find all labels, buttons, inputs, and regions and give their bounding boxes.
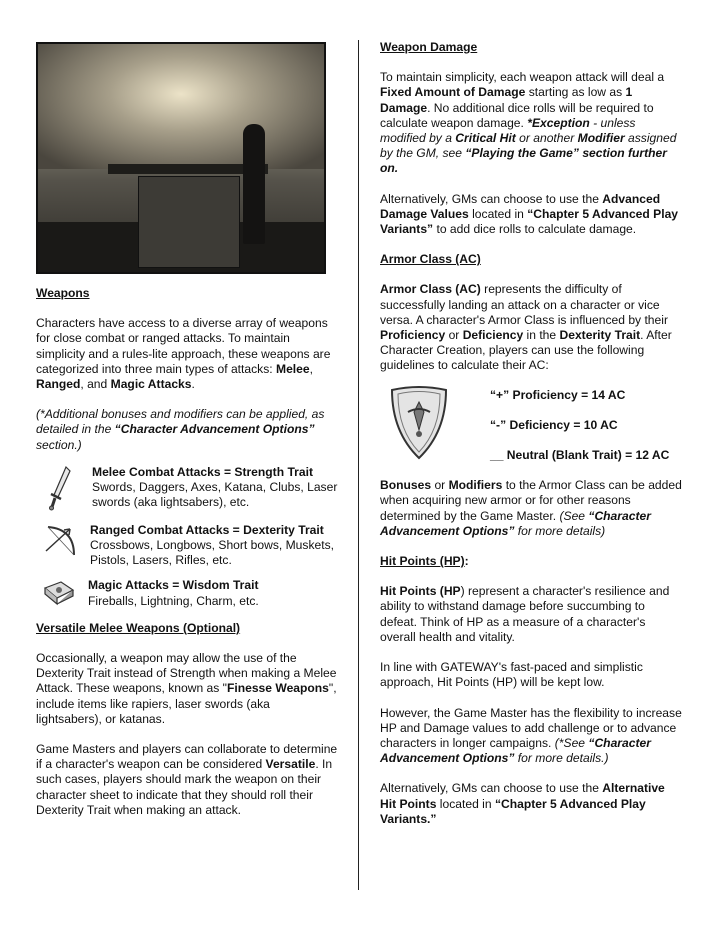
magic-entry	[36, 578, 338, 608]
ac-deficiency: “-” Deficiency = 10 AC	[490, 417, 618, 432]
weapons-heading: Weapons	[36, 286, 90, 300]
left-column	[36, 42, 338, 818]
ac-bonuses: Bonuses or Modifiers to the Armor Class can be added when acquiring new armor or for other reasons determined by the Game Master. (See “Character Advancement Options” for more details)	[380, 478, 682, 538]
spellbook-icon	[36, 578, 82, 608]
versatile-heading: Versatile Melee Weapons (Optional)	[36, 620, 241, 635]
melee-title: Melee Combat Attacks = Strength Trait	[92, 464, 313, 479]
weapon-damage-heading: Weapon Damage	[380, 40, 478, 54]
column-divider	[358, 40, 359, 890]
damage-p1: To maintain simplicity, each weapon attack will deal a Fixed Amount of Damage starting as low as 1 Damage. No additional dice rolls will be required to calculate weapon damage. *Exception - unless modified by a Critical Hit or another Modifier assigned by the GM, see “Playing the Game” section further on.	[380, 70, 677, 176]
ranged-entry	[36, 523, 338, 569]
hit-points-heading: Hit Points (HP):	[380, 554, 469, 569]
hp-p2: In line with GATEWAY's fast-paced and simplistic approach, Hit Points (HP) will be kept low.	[380, 660, 643, 690]
versatile-p1: Occasionally, a weapon may allow the use of the Dexterity Trait instead of Strength when making a Melee Attack. These weapons, known as "Finesse Weapons", include items like rapiers, laser swords (aka lightsabers), or katanas.	[36, 651, 337, 726]
hp-p4: Alternatively, GMs can choose to use the Alternative Hit Points located in “Chapter 5 Advanced Play Variants.”	[380, 781, 665, 826]
melee-list: Swords, Daggers, Axes, Katana, Clubs, Laser swords (aka lightsabers), etc.	[92, 480, 338, 510]
versatile-p2: Game Masters and players can collaborate to determine if a character's weapon can be considered Versatile. In such cases, players should mark the weapon on their character sheet to indicate that they should roll their Dexterity Trait when making an attack.	[36, 742, 338, 817]
ac-p1: Armor Class (AC) represents the difficulty of successfully landing an attack on a character or vice versa. A character's Armor Class is influenced by their Proficiency or Deficiency in the Dexterity Trait. After Character Creation, players can use the following guidelines to calculate their AC:	[380, 282, 672, 373]
weapons-intro: Characters have access to a diverse array of weapons for close combat or ranged attacks. To maintain simplicity and a rules-lite approach, these weapons are categorized into three main types of attacks: Melee, Ranged, and Magic Attacks.	[36, 316, 331, 392]
sword-icon	[36, 465, 86, 511]
armory-illustration	[36, 42, 326, 274]
ranged-list: Crossbows, Longbows, Short bows, Muskets, Pistols, Lasers, Rifles, etc.	[90, 538, 334, 568]
ranged-title: Ranged Combat Attacks = Dexterity Trait	[90, 522, 324, 537]
hp-p3: However, the Game Master has the flexibility to increase HP and Damage values to add challenge or to advance characters in longer campaigns. (*See “Character Advancement Options” for more details.)	[380, 705, 682, 766]
shield-icon	[388, 382, 450, 466]
advancement-note: (*Additional bonuses and modifiers can be applied, as detailed in the “Character Advancement Options” section.)	[36, 407, 325, 452]
armor-class-heading: Armor Class (AC)	[380, 252, 481, 267]
melee-entry	[36, 465, 338, 511]
ac-proficiency: “+” Proficiency = 14 AC	[490, 387, 626, 402]
ac-neutral: __ Neutral (Blank Trait) = 12 AC	[490, 448, 670, 463]
damage-p2: Alternatively, GMs can choose to use the Advanced Damage Values located in “Chapter 5 Advanced Play Variants” to add dice rolls to calculate damage.	[380, 191, 679, 237]
ac-guidelines	[388, 382, 682, 479]
bow-icon	[36, 523, 86, 559]
right-column	[380, 40, 682, 827]
magic-list: Fireballs, Lightning, Charm, etc.	[88, 593, 259, 608]
magic-title: Magic Attacks = Wisdom Trait	[88, 578, 259, 593]
hp-p1: Hit Points (HP) represent a character's resilience and ability to withstand damage before succumbing to defeat. Think of HP as a measure of a character's overall health and vitality.	[380, 584, 670, 644]
